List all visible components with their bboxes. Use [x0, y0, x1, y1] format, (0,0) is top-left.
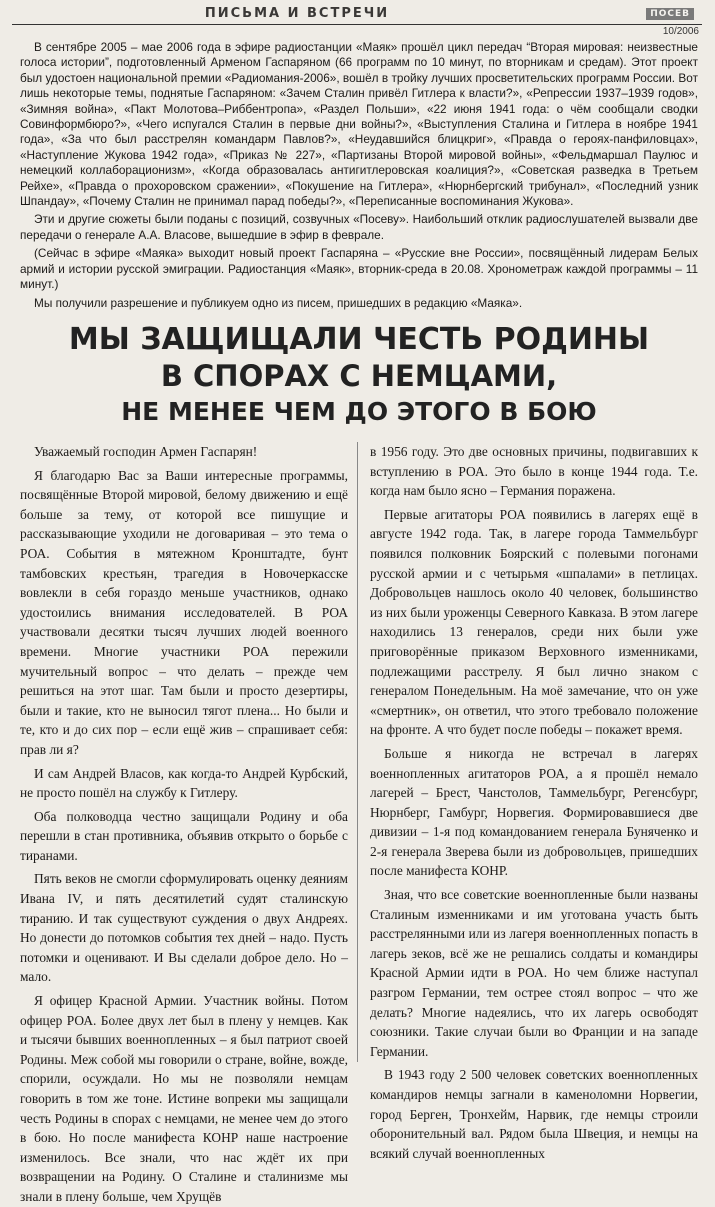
- right-column: [370, 442, 698, 1161]
- intro-paragraph: Эти и другие сюжеты были поданы с позиций, созвучных «Посеву». Наибольший отклик радиослушателей вызвали две передачи о генерале А.А. Власове, вышедшие в эфир в феврале.: [20, 212, 698, 242]
- intro-paragraph: (Сейчас в эфире «Маяка» выходит новый проект Гаспаряна – «Русские вне России», посвящённый лидерам Белых армий и истории русской эмиграции. Радиостанция «Маяк», вторник-среда в 20.08. Хронометраж каждой программы – 11 минут.): [20, 246, 698, 292]
- body-paragraph: Пять веков не смогли сформулировать оценку деяниям Ивана IV, и пять десятилетий судят сталинскую тиранию. И так существуют суждения о двух Андреях. Но донести до потомков события тех дней – надо. Пусть потомки и оценивают. И Вы сделали доброе дело. Но – мало.: [20, 871, 348, 985]
- article-headline: [20, 322, 698, 430]
- issue-number: 10/2006: [662, 26, 699, 37]
- headline-line: МЫ ЗАЩИЩАЛИ ЧЕСТЬ РОДИНЫ: [68, 322, 650, 357]
- body-paragraph: Я благодарю Вас за Ваши интересные программы, посвящённые Второй мировой, белому движению и ещё больше за тему, от которой все пишущие и рассказывающие уходили не договаривая – это тема о РОА. События в мятежном Кронштадте, бунт тамбовских крестьян, трагедия в Новочеркасске вовлекли в себя гораздо меньше участников, однако удостоились внимания исследователей. В РОА участвовали десятки тысяч лучших людей военного времени. Многие участники РОА пережили мучительный вопрос – что делать – прежде чем решиться на этот шаг. Там были и просто дезертиры, были и такие, кто не выносил тягот плена... Но были и те, кто и до сих пор – если ещё жив – спрашивает себя: прав ли я?: [20, 467, 348, 757]
- intro-paragraph: В сентябре 2005 – мае 2006 года в эфире радиостанции «Маяк» прошёл цикл передач “Вторая мировая: неизвестные голоса истории”, подготовленный Арменом Гаспаряном (66 программ по 10 минут, по вторникам и средам). Этот проект был удостоен национальной премии «Радиомания-2006», вошёл в тройку лучших просветительских программ России. Вот лишь некоторые темы, поднятые Гаспаряном: «Зачем Сталин привёл Гитлера к власти?», «Репрессии 1937–1939 годов», «Зимняя война», «Пакт Молотова–Риббентропа», «Раздел Польши», «22 июня 1941 года: о чём сообщали сводки Совинформбюро?», «Чего испугался Сталин в первые дни войны?», «Выступления Сталина и Гитлера в ноябре 1941 года», «За что был расстрелян командарм Павлов?», «Неудавшийся блицкриг», «Правда о героях-панфиловцах», «Наступление Жукова 1942 года», «Приказ № 227», «Партизаны Второй мировой войны», «Фельдмаршал Паулюс и немецкий коллаборационизм», «Когда образовалась антигитлеровская коалиция?», «Советская разведка в Третьем Рейхе», «Правда о прохоровском сражении», «Покушение на Гитлера», «Нюрнбергский трибунал», «Последний узник Шпандау», «Почему Сталин не принимал парад победы?», «Переписанные воспоминания Жукова».: [20, 40, 698, 209]
- intro-paragraph: Мы получили разрешение и публикуем одно из писем, пришедших в редакцию «Маяка».: [34, 295, 523, 310]
- intro-block: [20, 40, 698, 311]
- body-paragraph: Зная, что все советские военнопленные были названы Сталиным изменниками и им уготована участь быть расстрелянными или из лагеря военнопленных попасть в лагерь зеков, всё же не решались солдаты и командиры Красной Армии идти в РОА. Но чем ближе наступал разгром Германии, тем острее стоял вопрос – что же делать? Многие надеялись, что их лагерь освободят союзники. Такие случаи были во Франции и на западе Германии.: [370, 887, 698, 1059]
- headline-line: В СПОРАХ С НЕМЦАМИ,: [160, 359, 558, 393]
- left-column: [20, 442, 348, 1204]
- body-paragraph: И сам Андрей Власов, как когда-то Андрей Курбский, не просто пошёл на службу к Гитлеру.: [20, 765, 348, 801]
- page-header: [12, 6, 702, 25]
- body-paragraph: Я офицер Красной Армии. Участник войны. Потом офицер РОА. Более двух лет был в плену у немцев. Как и тысячи бывших военнопленных – я был патриот своей Родины. Меж собой мы говорили о стране, войне, вожде, спорили, осуждали. Но мы не позволяли немцам говорить в том же тоне. Истине вопреки мы защищали честь Родины в спорах с немцами, не менее чем до этого в бою. Но после манифеста КОНР наше настроение изменилось. Все знали, что нас ждёт их при возвращении на Родину. О Сталине и сталинизме мы знали в плену больше, чем Хрущёв: [20, 993, 348, 1204]
- body-paragraph: в 1956 году. Это две основных причины, подвигавших к вступлению в РОА. Это было в конце 1944 года. Т.е. когда нам было ясно – Германия поражена.: [370, 444, 698, 499]
- body-paragraph: Оба полководца честно защищали Родину и оба перешли в стан противника, объявив открыто о борьбе с тиранами.: [20, 808, 348, 863]
- magazine-logo: ПОСЕВ: [646, 8, 694, 20]
- body-paragraph: Больше я никогда не встречал в лагерях военнопленных агитаторов РОА, а я прошёл немало лагерей – Брест, Чанстолов, Таммельбург, Регенсбург, Нюрнберг, Гамбург, Норвегия. Формировавшиеся две дивизии – 1-я под командованием генерала Буняченко и 2-я генерала Зверева были из добровольцев, пришедших после манифеста КОНР.: [370, 745, 698, 879]
- headline-line: НЕ МЕНЕЕ ЧЕМ ДО ЭТОГО В БОЮ: [121, 397, 597, 426]
- body-paragraph: В 1943 году 2 500 человек советских военнопленных командиров немцы загнали в каменоломни Норвегии, город Берген, Тронхейм, Нарвик, где немцы строили оборонительный вал. Рядом была Швеция, и немцы на всякий случай военнопленных: [370, 1067, 698, 1161]
- body-paragraph: Первые агитаторы РОА появились в лагерях ещё в августе 1942 года. Так, в лагере города Таммельбург появился полковник Боярский с полевыми погонами русской армии и с четырьмя «шпалами» в петлицах. Добровольцев нашлось около 40 человек, большинство из них были уроженцы Северного Кавказа. В этом лагере находились 13 генералов, среди них были уже приговорённые приказом Верховного изменниками, подлежащими расстрелу. Я был лично знаком с генералом Понедельным. На моё замечание, что он уже «смертник», он ответил, что этого требовало положение на фронте. А что будет после победы – покажет время.: [370, 506, 698, 738]
- salutation: Уважаемый господин Армен Гаспарян!: [34, 444, 258, 459]
- section-title: ПИСЬМА И ВСТРЕЧИ: [204, 6, 390, 21]
- column-divider: [357, 442, 358, 1062]
